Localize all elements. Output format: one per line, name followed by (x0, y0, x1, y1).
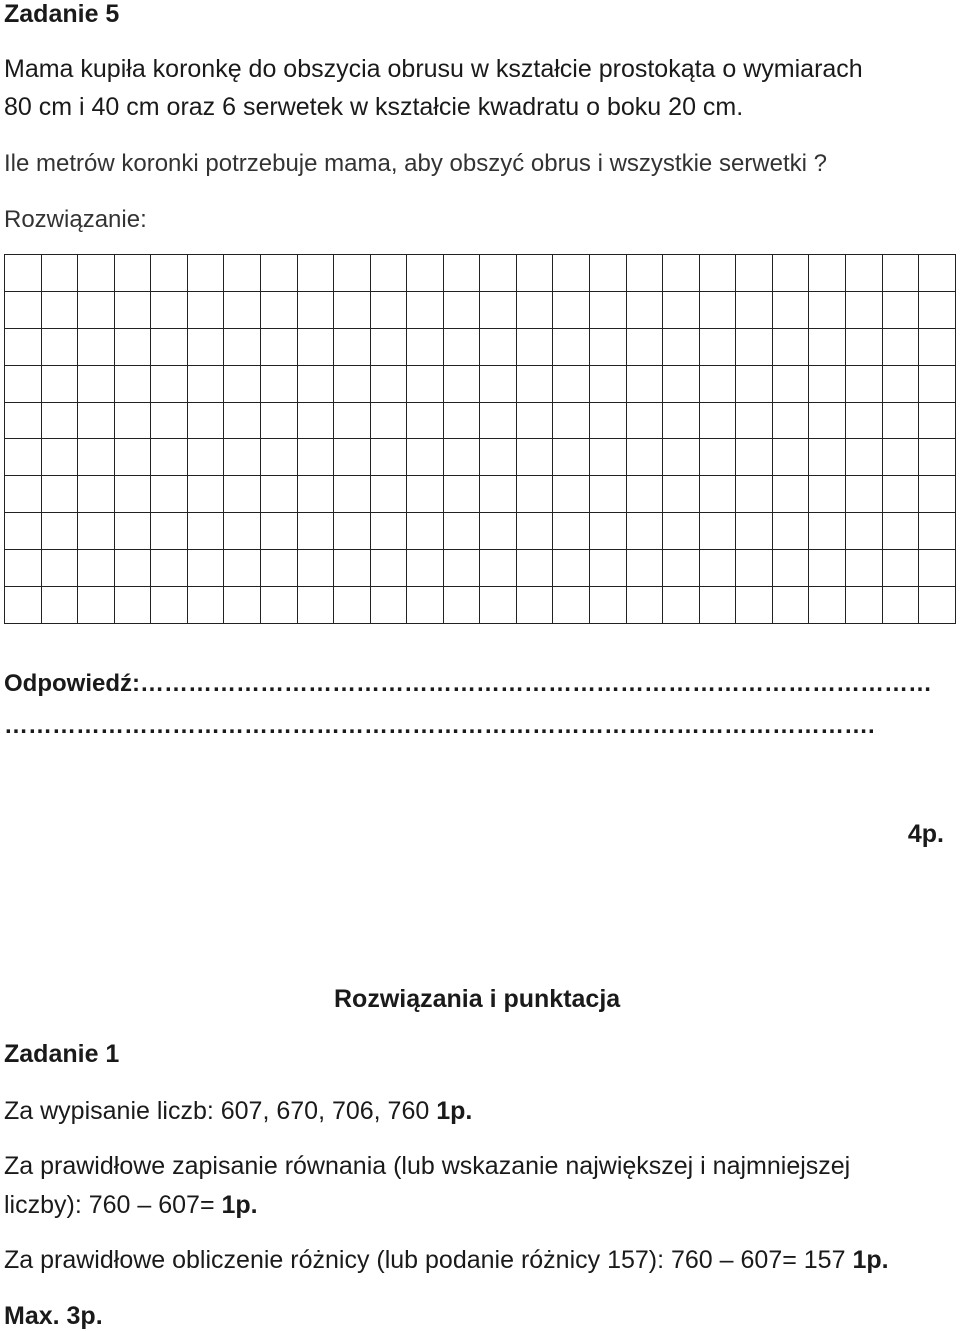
grid-cell[interactable] (151, 291, 188, 328)
grid-cell[interactable] (151, 439, 188, 476)
grid-cell[interactable] (443, 476, 480, 513)
grid-cell[interactable] (699, 402, 736, 439)
grid-cell[interactable] (699, 439, 736, 476)
grid-cell[interactable] (41, 476, 78, 513)
grid-cell[interactable] (516, 328, 553, 365)
grid-cell[interactable] (553, 365, 590, 402)
grid-cell[interactable] (151, 550, 188, 587)
grid-cell[interactable] (151, 365, 188, 402)
grid-cell[interactable] (334, 402, 371, 439)
grid-cell[interactable] (663, 402, 700, 439)
grid-cell[interactable] (809, 402, 846, 439)
grid-cell[interactable] (151, 255, 188, 292)
answer-label: Odpowiedź:……………………………………………………………………………………… (4, 670, 932, 697)
grid-cell[interactable] (845, 291, 882, 328)
grid-cell[interactable] (114, 328, 151, 365)
grid-cell[interactable] (516, 550, 553, 587)
grid-cell[interactable] (845, 365, 882, 402)
grid-row (5, 550, 956, 587)
grid-cell[interactable] (845, 439, 882, 476)
grid-cell[interactable] (663, 291, 700, 328)
grid-cell[interactable] (443, 587, 480, 624)
grid-cell[interactable] (370, 291, 407, 328)
grid-cell[interactable] (187, 550, 224, 587)
grid-cell[interactable] (590, 439, 627, 476)
grid-cell[interactable] (5, 255, 42, 292)
grid-cell[interactable] (699, 513, 736, 550)
grid-cell[interactable] (443, 550, 480, 587)
answer-grid[interactable] (4, 254, 956, 624)
grid-cell[interactable] (370, 255, 407, 292)
grid-cell[interactable] (297, 291, 334, 328)
grid-cell[interactable] (626, 291, 663, 328)
grid-cell[interactable] (919, 255, 956, 292)
grid-cell[interactable] (41, 439, 78, 476)
grid-cell[interactable] (663, 255, 700, 292)
grid-cell[interactable] (882, 439, 919, 476)
grid-cell[interactable] (41, 291, 78, 328)
grid-cell[interactable] (224, 328, 261, 365)
grid-cell[interactable] (882, 513, 919, 550)
grid-cell[interactable] (736, 328, 773, 365)
grid-cell[interactable] (114, 439, 151, 476)
grid-cell[interactable] (663, 439, 700, 476)
grid-cell[interactable] (809, 291, 846, 328)
grid-cell[interactable] (772, 402, 809, 439)
grid-cell[interactable] (260, 550, 297, 587)
task-points: 4p. (907, 820, 944, 848)
grid-cell[interactable] (882, 328, 919, 365)
grid-cell[interactable] (663, 550, 700, 587)
grid-cell[interactable] (845, 402, 882, 439)
answer-item-2-line-1: Za prawidłowe zapisanie równania (lub wskazanie największej i najmniejszej (4, 1152, 851, 1180)
grid-cell[interactable] (41, 328, 78, 365)
grid-cell[interactable] (78, 365, 115, 402)
grid-row (5, 513, 956, 550)
grid-cell[interactable] (78, 291, 115, 328)
grid-cell[interactable] (699, 587, 736, 624)
grid-cell[interactable] (5, 550, 42, 587)
grid-cell[interactable] (809, 550, 846, 587)
grid-cell[interactable] (78, 402, 115, 439)
answers-title: Rozwiązania i punktacja (334, 985, 621, 1013)
grid-cell[interactable] (919, 439, 956, 476)
grid-cell[interactable] (334, 291, 371, 328)
grid-cell[interactable] (297, 476, 334, 513)
grid-cell[interactable] (699, 550, 736, 587)
grid-cell[interactable] (78, 255, 115, 292)
grid-cell[interactable] (260, 255, 297, 292)
grid-cell[interactable] (590, 365, 627, 402)
answer-item-2-line-2 (4, 1191, 258, 1220)
grid-cell[interactable] (663, 476, 700, 513)
grid-cell[interactable] (736, 587, 773, 624)
grid-cell[interactable] (114, 513, 151, 550)
grid-cell[interactable] (187, 365, 224, 402)
grid-cell[interactable] (919, 291, 956, 328)
grid-cell[interactable] (736, 255, 773, 292)
grid-cell[interactable] (187, 439, 224, 476)
grid-cell[interactable] (114, 476, 151, 513)
grid-cell[interactable] (699, 365, 736, 402)
grid-cell[interactable] (260, 439, 297, 476)
grid-cell[interactable] (370, 513, 407, 550)
grid-cell[interactable] (407, 402, 444, 439)
grid-cell[interactable] (882, 587, 919, 624)
answer-item-1-points: 1p. (436, 1097, 473, 1125)
grid-cell[interactable] (590, 476, 627, 513)
grid-cell[interactable] (224, 476, 261, 513)
grid-cell[interactable] (626, 255, 663, 292)
grid-cell[interactable] (334, 587, 371, 624)
grid-cell[interactable] (590, 513, 627, 550)
grid-cell[interactable] (41, 550, 78, 587)
grid-cell[interactable] (114, 587, 151, 624)
grid-cell[interactable] (443, 402, 480, 439)
task-title: Zadanie 5 (4, 0, 120, 28)
grid-cell[interactable] (626, 513, 663, 550)
grid-cell[interactable] (626, 439, 663, 476)
grid-cell[interactable] (224, 439, 261, 476)
grid-cell[interactable] (407, 291, 444, 328)
grid-row (5, 476, 956, 513)
grid-cell[interactable] (699, 476, 736, 513)
grid-cell[interactable] (78, 328, 115, 365)
grid-cell[interactable] (809, 439, 846, 476)
grid-cell[interactable] (699, 255, 736, 292)
answer-item-3-text: Za prawidłowe obliczenie różnicy (lub podanie różnicy 157): 760 – 607= 157 (4, 1246, 853, 1274)
answer-item-1 (4, 1097, 472, 1126)
grid-row (5, 365, 956, 402)
grid-cell[interactable] (370, 476, 407, 513)
grid-cell[interactable] (809, 587, 846, 624)
grid-cell[interactable] (187, 587, 224, 624)
grid-cell[interactable] (480, 291, 517, 328)
answer-item-2-points: 1p. (221, 1191, 258, 1219)
grid-cell[interactable] (516, 402, 553, 439)
grid-cell[interactable] (590, 291, 627, 328)
grid-cell[interactable] (882, 476, 919, 513)
grid-cell[interactable] (78, 439, 115, 476)
grid-cell[interactable] (370, 365, 407, 402)
grid-cell[interactable] (919, 365, 956, 402)
grid-cell[interactable] (882, 402, 919, 439)
grid-cell[interactable] (736, 550, 773, 587)
grid-cell[interactable] (114, 402, 151, 439)
solution-label: Rozwiązanie: (4, 206, 147, 233)
grid-cell[interactable] (334, 476, 371, 513)
grid-cell[interactable] (626, 476, 663, 513)
grid-cell[interactable] (516, 476, 553, 513)
grid-cell[interactable] (297, 402, 334, 439)
grid-cell[interactable] (882, 365, 919, 402)
grid-cell[interactable] (187, 291, 224, 328)
grid-cell[interactable] (480, 439, 517, 476)
grid-cell[interactable] (845, 550, 882, 587)
grid-cell[interactable] (187, 402, 224, 439)
grid-cell[interactable] (5, 291, 42, 328)
grid-cell[interactable] (736, 365, 773, 402)
grid-cell[interactable] (297, 328, 334, 365)
task-question: Ile metrów koronki potrzebuje mama, aby obszyć obrus i wszystkie serwetki ? (4, 150, 827, 177)
grid-cell[interactable] (736, 402, 773, 439)
grid-cell[interactable] (736, 513, 773, 550)
task-text-line-1: Mama kupiła koronkę do obszycia obrusu w kształcie prostokąta o wymiarach (4, 55, 863, 83)
grid-cell[interactable] (919, 402, 956, 439)
grid-cell[interactable] (297, 439, 334, 476)
grid-cell[interactable] (41, 402, 78, 439)
grid-cell[interactable] (590, 550, 627, 587)
grid-cell[interactable] (772, 291, 809, 328)
grid-cell[interactable] (370, 328, 407, 365)
grid-cell[interactable] (919, 476, 956, 513)
grid-cell[interactable] (5, 587, 42, 624)
answer-line: ………………………………………………………………………………………………. (4, 712, 875, 739)
grid-cell[interactable] (297, 365, 334, 402)
grid-cell[interactable] (5, 402, 42, 439)
grid-cell[interactable] (334, 550, 371, 587)
grid-cell[interactable] (480, 255, 517, 292)
grid-cell[interactable] (224, 255, 261, 292)
grid-cell[interactable] (443, 328, 480, 365)
grid-cell[interactable] (5, 439, 42, 476)
grid-cell[interactable] (407, 328, 444, 365)
grid-cell[interactable] (260, 402, 297, 439)
grid-cell[interactable] (297, 513, 334, 550)
grid-cell[interactable] (553, 439, 590, 476)
grid-cell[interactable] (224, 291, 261, 328)
grid-cell[interactable] (224, 365, 261, 402)
grid-cell[interactable] (919, 550, 956, 587)
grid-cell[interactable] (41, 513, 78, 550)
grid-cell[interactable] (809, 365, 846, 402)
grid-cell[interactable] (151, 587, 188, 624)
grid-cell[interactable] (297, 550, 334, 587)
grid-cell[interactable] (334, 255, 371, 292)
grid-cell[interactable] (772, 513, 809, 550)
grid-cell[interactable] (480, 513, 517, 550)
grid-cell[interactable] (699, 328, 736, 365)
grid-cell[interactable] (334, 328, 371, 365)
grid-cell[interactable] (224, 402, 261, 439)
grid-cell[interactable] (334, 513, 371, 550)
grid-cell[interactable] (370, 439, 407, 476)
grid-cell[interactable] (590, 587, 627, 624)
grid-cell[interactable] (370, 550, 407, 587)
grid-cell[interactable] (5, 476, 42, 513)
grid-cell[interactable] (41, 255, 78, 292)
grid-cell[interactable] (5, 328, 42, 365)
grid-cell[interactable] (736, 291, 773, 328)
grid-cell[interactable] (114, 550, 151, 587)
grid-cell[interactable] (919, 587, 956, 624)
grid-cell[interactable] (334, 439, 371, 476)
grid-cell[interactable] (407, 587, 444, 624)
grid-cell[interactable] (626, 587, 663, 624)
grid-cell[interactable] (809, 328, 846, 365)
grid-cell[interactable] (882, 550, 919, 587)
grid-cell[interactable] (114, 255, 151, 292)
grid-cell[interactable] (772, 328, 809, 365)
grid-cell[interactable] (187, 513, 224, 550)
grid-cell[interactable] (772, 550, 809, 587)
answers-task-1-title: Zadanie 1 (4, 1040, 120, 1068)
grid-cell[interactable] (407, 439, 444, 476)
grid-cell[interactable] (553, 328, 590, 365)
grid-cell[interactable] (516, 255, 553, 292)
grid-cell[interactable] (516, 291, 553, 328)
grid-cell[interactable] (443, 439, 480, 476)
grid-cell[interactable] (809, 476, 846, 513)
grid-row (5, 587, 956, 624)
grid-cell[interactable] (663, 328, 700, 365)
grid-cell[interactable] (736, 476, 773, 513)
grid-cell[interactable] (260, 513, 297, 550)
grid-cell[interactable] (480, 476, 517, 513)
grid-cell[interactable] (151, 513, 188, 550)
answer-item-3 (4, 1246, 889, 1275)
grid-cell[interactable] (516, 513, 553, 550)
max-points: Max. 3p. (4, 1302, 103, 1330)
grid-row (5, 328, 956, 365)
grid-cell[interactable] (845, 587, 882, 624)
grid-cell[interactable] (5, 513, 42, 550)
grid-cell[interactable] (845, 513, 882, 550)
grid-cell[interactable] (772, 365, 809, 402)
grid-cell[interactable] (553, 587, 590, 624)
task-text-line-2: 80 cm i 40 cm oraz 6 serwetek w kształcie kwadratu o boku 20 cm. (4, 93, 744, 121)
grid-cell[interactable] (699, 291, 736, 328)
grid-cell[interactable] (407, 550, 444, 587)
answer-item-3-points: 1p. (852, 1246, 889, 1274)
grid-cell[interactable] (260, 476, 297, 513)
grid-cell[interactable] (626, 550, 663, 587)
grid-cell[interactable] (772, 476, 809, 513)
grid-cell[interactable] (370, 402, 407, 439)
grid-cell[interactable] (516, 365, 553, 402)
grid-cell[interactable] (553, 255, 590, 292)
grid-cell[interactable] (590, 255, 627, 292)
grid-cell[interactable] (516, 439, 553, 476)
grid-cell[interactable] (480, 365, 517, 402)
grid-cell[interactable] (882, 291, 919, 328)
grid-cell[interactable] (151, 476, 188, 513)
grid-cell[interactable] (772, 439, 809, 476)
grid-cell[interactable] (736, 439, 773, 476)
grid-cell[interactable] (480, 587, 517, 624)
grid-cell[interactable] (480, 402, 517, 439)
grid-cell[interactable] (78, 513, 115, 550)
grid-cell[interactable] (882, 255, 919, 292)
grid-row (5, 402, 956, 439)
grid-cell[interactable] (187, 328, 224, 365)
grid-cell[interactable] (41, 365, 78, 402)
grid-cell[interactable] (663, 513, 700, 550)
grid-cell[interactable] (626, 365, 663, 402)
grid-cell[interactable] (919, 328, 956, 365)
grid-cell[interactable] (553, 476, 590, 513)
grid-cell[interactable] (626, 328, 663, 365)
grid-cell[interactable] (224, 513, 261, 550)
grid-cell[interactable] (78, 476, 115, 513)
grid-cell[interactable] (78, 550, 115, 587)
grid-cell[interactable] (5, 365, 42, 402)
grid-cell[interactable] (480, 328, 517, 365)
grid-cell[interactable] (443, 513, 480, 550)
grid-cell[interactable] (809, 513, 846, 550)
grid-cell[interactable] (845, 328, 882, 365)
grid-cell[interactable] (772, 587, 809, 624)
grid-cell[interactable] (224, 550, 261, 587)
grid-cell[interactable] (370, 587, 407, 624)
grid-cell[interactable] (260, 328, 297, 365)
grid-cell[interactable] (553, 291, 590, 328)
grid-cell[interactable] (187, 476, 224, 513)
grid-cell[interactable] (443, 291, 480, 328)
grid-cell[interactable] (443, 255, 480, 292)
grid-cell[interactable] (407, 365, 444, 402)
grid-cell[interactable] (553, 402, 590, 439)
grid-cell[interactable] (334, 365, 371, 402)
grid-cell[interactable] (114, 291, 151, 328)
answer-item-1-text: Za wypisanie liczb: 607, 670, 706, 760 (4, 1097, 437, 1125)
grid-cell[interactable] (663, 587, 700, 624)
grid-cell[interactable] (260, 291, 297, 328)
grid-cell[interactable] (845, 476, 882, 513)
grid-cell[interactable] (187, 255, 224, 292)
grid-cell[interactable] (407, 255, 444, 292)
grid-cell[interactable] (443, 365, 480, 402)
grid-cell[interactable] (407, 476, 444, 513)
grid-cell[interactable] (224, 587, 261, 624)
grid-cell[interactable] (919, 513, 956, 550)
grid-row (5, 291, 956, 328)
grid-cell[interactable] (260, 587, 297, 624)
grid-cell[interactable] (590, 402, 627, 439)
grid-cell[interactable] (151, 328, 188, 365)
answer-item-2-text: liczby): 760 – 607= (4, 1191, 222, 1219)
grid-cell[interactable] (260, 365, 297, 402)
grid-cell[interactable] (626, 402, 663, 439)
grid-row (5, 255, 956, 292)
grid-cell[interactable] (114, 365, 151, 402)
grid-cell[interactable] (809, 255, 846, 292)
grid-cell[interactable] (553, 550, 590, 587)
grid-cell[interactable] (845, 255, 882, 292)
grid-cell[interactable] (297, 255, 334, 292)
grid-row (5, 439, 956, 476)
grid-cell[interactable] (590, 328, 627, 365)
grid-cell[interactable] (516, 587, 553, 624)
grid-cell[interactable] (41, 587, 78, 624)
grid-cell[interactable] (297, 587, 334, 624)
grid-cell[interactable] (772, 255, 809, 292)
grid-cell[interactable] (151, 402, 188, 439)
grid-cell[interactable] (480, 550, 517, 587)
grid-cell[interactable] (407, 513, 444, 550)
grid-cell[interactable] (78, 587, 115, 624)
grid-cell[interactable] (553, 513, 590, 550)
grid-cell[interactable] (663, 365, 700, 402)
